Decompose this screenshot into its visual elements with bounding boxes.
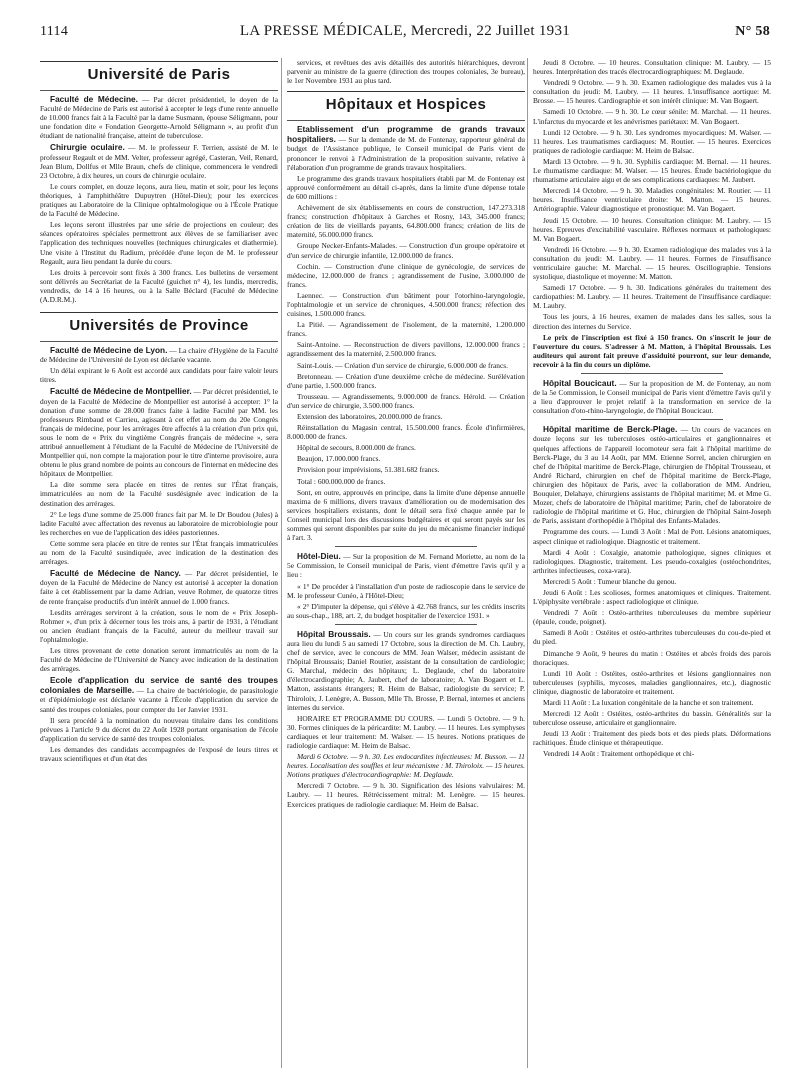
- paragraph: Le cours complet, en douze leçons, aura lieu, matin et soir, pour les leçons théoriques, à l'amphithéâtre Dupuytren (Hôtel-Dieu); pour les exercices pratiques au Laboratoire de la Clinique ophtalmologique ou à l'École Pratique de la Faculté de Médecine.: [40, 181, 278, 219]
- column-left: [40, 58, 278, 1068]
- paragraph: Jeudi 13 Août : Traitement des pieds bots et des pieds plats. Déformations rachitiques. Étude clinique et thérapeutique.: [533, 729, 771, 748]
- paragraph: Tous les jours, à 16 heures, examen de malades dans les salles, sous la direction des internes du Service.: [533, 312, 771, 331]
- article-divider: [581, 373, 724, 374]
- paragraph: Extension des laboratoires, 20.000.000 de francs.: [297, 412, 443, 421]
- journal-title: LA PRESSE MÉDICALE, Mercredi, 22 Juillet 1931: [239, 23, 571, 39]
- article-divider: [335, 546, 478, 547]
- paragraph: Cette somme sera placée en titre de rentes sur l'État français immatriculées au nom de la Faculté susindiquée, avec indication de la destination des arrérages.: [40, 538, 278, 567]
- paragraph: Mercredi 5 Août : Tumeur blanche du genou.: [543, 576, 677, 586]
- paragraph: Lundi 10 Août : Ostéites, ostéo-arthrites et lésions ganglionnaires non tuberculeuses (syphilis, mycoses, maladies ganglionnaires, etc.), diagnostic clinique, diagnostic de laboratoire et traitement.: [533, 668, 771, 696]
- total-line: Total : 600.000.000 de francs.: [297, 476, 386, 486]
- paragraph: Mardi 6 Octobre. — 9 h. 30. Les endocardites infectieuses: M. Busson. — 11 heures. Localisation des souffles et leur mécanisme : M. Thiroloix. — 15 heures. Notions pratiques d'électrocardiographie: M. Deglaude.: [287, 752, 525, 780]
- page-header: [40, 22, 770, 44]
- section-title-paris: Université de Paris: [87, 66, 231, 83]
- paragraph: Sont, en outre, approuvés en principe, dans la limite d'une dépense annuelle maxima de 6 millions, divers travaux d'amélioration ou de modernisation des services hospitaliers existants, dont le détail sera fixé chaque année par le Conseil municipal lors des discussions budgétaires et qui seront payés sur les sommes qui seront disponibles par suite du jeu du mécanisme financier indiqué à l'art. 3.: [287, 487, 525, 543]
- paragraph: « 1° De procéder à l'installation d'un poste de radioscopie dans le service de M. le professeur Cunéo, à l'Hôtel-Dieu;: [287, 581, 525, 600]
- section-divider: [287, 120, 525, 121]
- article-montpellier: Faculté de Médecine de Montpellier. — Par décret présidentiel, le doyen de la Faculté de Médecine de Montpellier est autorisé à accepter: 1° la donation d'une somme de 28.000 francs faite à ladite Faculté par MM. les professeurs Rimbaud et Carrieu, agissant à cet effet au nom du 20e Congrès français de médecine, pour les arrérages être affectés à la création d'un prix qui, sous le nom de « Prix du vingtième Congrès français de médecine », sera attribué annuellement à l'étudiant de la Faculté de Médecine de l'Université de Montpellier qui, non compte la majoration pour le titre d'interne provisoire, aura obtenu le plus grand nombre de points au concours de l'internat en médecine des hôpitaux de Montpellier.: [40, 386, 278, 479]
- section-divider: [40, 61, 278, 62]
- paragraph: La Pitié. — Agrandissement de l'isolement, de la maternité, 1.200.000 francs.: [287, 320, 525, 339]
- paragraph: Mardi 4 Août : Coxalgie, anatomie pathologique, signes cliniques et radiologiques. Diagnostic, traitement. Les pseudo-coxalgies (ostéochondrites, arthrites infectieuses, coxa-vara).: [533, 547, 771, 575]
- paragraph: 2° Le legs d'une somme de 25.000 francs fait par M. le Dr Boudou (Jules) à ladite Faculté avec affectation des revenus au laboratoire de microbiologie pour les recherches en vue de l'application des idées pastoriennes.: [40, 509, 278, 537]
- paragraph: Mardi 11 Août : La luxation congénitale de la hanche et son traitement.: [543, 698, 754, 707]
- paragraph: Les demandes des candidats accompagnées de l'exposé de leurs titres et travaux scientifiques et d'un état des: [40, 744, 278, 763]
- paragraph: Jeudi 6 Août : Les scolioses, formes anatomiques et cliniques. Traitement. L'épiphysite vertébrale : aspect radiologique et clinique.: [533, 587, 771, 607]
- paragraph: Un délai expirant le 6 Août est accordé aux candidats pour faire valoir leurs titres.: [40, 366, 278, 385]
- paragraph: Trousseau. — Agrandissements, 9.000.000 de francs. Hérold. — Création d'un service de chirurgie, 3.500.000 francs.: [287, 391, 525, 410]
- paragraph: Samedi 10 Octobre. — 9 h. 30. Le cœur sénile: M. Marchal. — 11 heures. L'infarctus du myocarde et les anévrismes pariétaux: M. Van Bogaert.: [533, 107, 771, 126]
- column-middle: [287, 58, 525, 1068]
- article-nancy: Faculté de Médecine de Nancy. — Par décret présidentiel, le doyen de la Faculté de Médecine de Nancy est autorisé à accepter la donation faite à cet établissement par la dame Adrian, veuve Rohmer, de quatorze titres de rente française productifs d'un intérêt annuel de 1.000 francs.: [40, 568, 278, 606]
- paragraph: Mardi 13 Octobre. — 9 h. 30. Syphilis cardiaque: M. Bernal. — 11 heures. Le rhumatisme cardiaque: M. Walser. — 15 heures. Étude bactériologique du rhumatisme articulaire aigu et de ses complications cardiaques: M. Jaubert.: [533, 156, 771, 185]
- article-boucicaut: Hôpital Boucicaut. — Sur la proposition de M. de Fontenay, au nom de la 5e Commission, le Conseil municipal de Paris vient d'émettre l'avis qu'il y a lieu d'approuver le projet relatif à la transformation en service de la consultation d'oto-rhino-laryngologie, de l'hôpital Boucicaut.: [533, 378, 771, 416]
- paragraph: Il sera procédé à la nomination du nouveau titulaire dans les conditions prévues à l'article 9 du décret du 22 Août 1928 portant organisation de l'école d'application du service de santé des troupes coloniales.: [40, 715, 278, 743]
- article-grands-travaux: Etablissement d'un programme de grands travaux hospitaliers. — Sur la demande de M. de Fontenay, rapporteur général du budget de l'Assistance publique, le Conseil municipal de Paris vient de prononcer le renvoi à l'Administration de la proposition suivante, relative à l'élaboration d'un programme de grands travaux hospitaliers.: [287, 124, 525, 172]
- paragraph: Mercredi 12 Août : Ostéites, ostéo-arthrites du bassin. Généralités sur la tuberculose osseuse, articulaire et ganglionnaire.: [533, 709, 771, 728]
- paragraph: Les droits à percevoir sont fixés à 300 francs. Les bulletins de versement sont délivrés au Secrétariat de la Faculté (guichet n° 4), les lundis, mercredis, vendredis, de 14 à 16 heures, ou à la Salle Béclard (Faculté de Médecine (A.D.R.M.).: [40, 267, 278, 304]
- article-divider: [335, 624, 478, 625]
- paragraph: Groupe Necker-Enfants-Malades. — Construction d'un groupe opératoire et d'un service de chirurgie infantile, 12.000.000 de francs.: [287, 241, 525, 260]
- paragraph: Lesdits arrérages serviront à la création, sous le nom de « Prix Joseph-Rohmer », d'un prix à décerner tous les trois ans, à partir de 1931, à l'étudiant ou ancien étudiant français de la Faculté, auteur du meilleur travail sur l'ophtalmologie.: [40, 607, 278, 644]
- paragraph: Vendredi 7 Août : Ostéo-arthrites tuberculeuses du membre supérieur (épaule, coude, poignet).: [533, 608, 771, 627]
- article-chirurgie-oculaire: Chirurgie oculaire. — M. le professeur F. Terrien, assisté de M. le professeur Regault et de MM. Velter, professeur agrégé, Casteran, Veil, Renard, Jean Blum, Dollfus et Mlle Braun, chefs de clinique, commencera le vendredi 23 Octobre, à dix heures, un cours de chirurgie oculaire.: [40, 142, 278, 180]
- paragraph: La dite somme sera placée en titres de rentes sur l'État français, immatriculées au nom de la Faculté susdésignée avec indication de la destination des arrérages.: [40, 480, 278, 508]
- paragraph: Provision pour imprévisions, 51.381.682 francs.: [297, 465, 440, 475]
- paragraph: Le prix de l'inscription est fixé à 150 francs. On s'inscrit le jour de l'ouverture du cours. S'adresser à M. Matton, à l'hôpital Broussais. Les auditeurs qui auront fait preuve d'assiduité pourront, sur leur demande, recevoir à la fin du cours un diplôme.: [533, 332, 771, 369]
- paragraph: Hôpital de secours, 8.000.000 de francs.: [297, 443, 416, 453]
- paragraph: Les titres provenant de cette donation seront immatriculés au nom de la Faculté de Médecine de l'Université de Nancy avec indication de la destination des arrérages.: [40, 645, 278, 674]
- paragraph: Vendredi 16 Octobre. — 9 h. 30. Examen radiologique des malades vus à la consultation du jeudi: M. Laubry. — 11 heures. Formes de l'insuffisance ventriculaire gauche: M. Marchal. — 15 heures. Oscillographie. Tensions systolique, diastolique et moyenne: M. Matton.: [533, 244, 771, 282]
- section-divider: [40, 90, 278, 91]
- issue-number: N° 58: [735, 24, 770, 39]
- article-faculte-paris: Faculté de Médecine. — Par décret présidentiel, le doyen de la Faculté de Médecine de Paris est autorisé à accepter le legs d'une rente annuelle de 10.000 francs fait à la Faculté par la dame Susmann, épouse Séligmann, pour une fondation dite « Fondation Georgette-Arnold Séligmann », au profit d'un étudiant de nationalité française, atteint de tuberculose.: [40, 94, 278, 141]
- column-rule: [527, 58, 528, 1068]
- paragraph: Beaujon, 17.000.000 francs.: [297, 454, 381, 464]
- paragraph: Samedi 17 Octobre. — 9 h. 30. Indications générales du traitement des cardiopathies: M. Laubry. — 11 heures. Traitement de l'insuffisance cardiaque: M. Laubry.: [533, 283, 771, 311]
- article-hotel-dieu: Hôtel-Dieu. — Sur la proposition de M. Fernand Moriette, au nom de la 5e Commission, le Conseil municipal de Paris, vient d'émettre l'avis qu'il y a lieu :: [287, 551, 525, 580]
- paragraph: services, et revêtues des avis détaillés des autorités hiérarchiques, devront parvenir au ministre de la guerre (direction des troupes coloniales, 3e bureau), le 1er Novembre 1931 au plus tard.: [287, 58, 525, 86]
- paragraph: Achèvement de six établissements en cours de construction, 147.273.318 francs; construction d'hôpitaux à Garches et Rosny, 143, 345.000 francs; création de lits de vieillards payants, 64.800.000 francs; création de lits de maternité, 56.000.000 francs.: [287, 203, 525, 240]
- section-divider: [40, 312, 278, 313]
- paragraph: HORAIRE ET PROGRAMME DU COURS. — Lundi 5 Octobre. — 9 h. 30. Formes cliniques de la péricardite: M. Laubry. — 11 heures. Les symphyses cardiaques et leur traitement: M. Walser. — 15 heures. Notions pratiques de radiologie cardiaque: M. Heim de Balsac.: [287, 713, 525, 750]
- paragraph: Vendredi 9 Octobre. — 9 h. 30. Examen radiologique des malades vus à la consultation du jeudi: M. Laubry. — 11 heures. L'insuffisance aortique: M. Brosse. — 15 heures. Cardiographie et son intérêt clinique: M. Van Bogaert.: [533, 78, 771, 106]
- article-divider: [581, 419, 724, 420]
- page-number: 1114: [40, 24, 69, 39]
- paragraph: Réinstallation du Magasin central, 15.500.000 francs. École d'infirmières, 8.000.000 de francs.: [287, 423, 525, 442]
- column-right: [533, 58, 771, 1068]
- paragraph: Jeudi 8 Octobre. — 10 heures. Consultation clinique: M. Laubry. — 15 heures. Interprétation des tracés électrocardiographiques: M. Deglaude.: [533, 58, 771, 77]
- section-title-hopitaux: Hôpitaux et Hospices: [325, 96, 487, 114]
- article-broussais: Hôpital Broussais. — Un cours sur les grands syndromes cardiaques aura lieu du lundi 5 au samedi 17 Octobre, sous la direction de M. Ch. Laubry, chef de service, avec le concours de MM. Jean Walser, médecin assistant de l'hôpital Broussais; Daniel Routier, assistant de la consultation de cardiologie; G. Marchal, médecin des hôpitaux; L. Deglaude, chef du laboratoire d'électrocardiographie; A. Jaubert, chef de laboratoire; A. Van Bogaert et L. Matton, assistants étrangers; R. Heim de Balsac, radiologiste du service; P. Thiroloix, J. Lenègre, A. Busson, Mlle Th. Brosse, P. Bernal, internes et anciens internes du service.: [287, 628, 525, 712]
- paragraph: Jeudi 15 Octobre. — 10 heures. Consultation clinique: M. Laubry. — 15 heures. Epreuves d'excitabilité vasculaire. Réflexes normaux et pathologiques: M. Van Bogaert.: [533, 215, 771, 243]
- paragraph: Mercredi 7 Octobre. — 9 h. 30. Signification des lésions valvulaires: M. Laubry. — 11 heures. Rétrécissement mitral: M. Lenègre. — 15 heures. Exercices pratiques de radiologie cardiaque: M. Heim de Balsac.: [287, 781, 525, 809]
- article-berck: Hôpital maritime de Berck-Plage. — Un cours de vacances en douze leçons sur les tuberculoses ostéo-articulaires et ganglionnaires et quelques affections de l'appareil locomoteur sera fait à l'hôpital maritime de Berck-Plage, du 3 au 14 Août, par MM. Etienne Sorrel, ancien chirurgien en chef de l'hôpital maritime de Berck-Plage, chirurgien de l'hôpital Trousseau, et André Richard, chirurgien en chef de l'hôpital maritime de Berck-Plage, chirurgien des hôpitaux de Paris, avec la collaboration de MM. Andrieu, Bouquier, Delahaye, chirurgiens assistants de l'hôpital maritime; M. et Mme G. Mozer, chefs de laboratoire de l'hôpital maritime; Parin, chef de laboratoire de radiologie de l'hôpital maritime et G. Huc, chirurgien de l'hôpital Saint-Joseph de Paris, assistant d'orthopédie à l'hôpital des Enfants-Malades.: [533, 424, 771, 526]
- paragraph: Vendredi 14 Août : Traitement orthopédique et chi-: [543, 749, 695, 759]
- paragraph: Saint-Louis. — Création d'un service de chirurgie, 6.000.000 de francs.: [297, 360, 508, 370]
- column-rule: [281, 58, 282, 1068]
- section-title-province: Universités de Province: [69, 317, 249, 335]
- paragraph: Mercredi 14 Octobre. — 9 h. 30. Maladies congénitales: M. Routier. — 11 heures. Insuffisance ventriculaire droite: M. Matton. — 15 heures. Artériographie. Valeur diagnostique et pronostique: M. Van Bogaert.: [533, 186, 771, 214]
- paragraph: Saint-Antoine. — Reconstruction de divers pavillons, 12.000.000 francs ; agrandissement des la maternité, 2.500.000 francs.: [287, 340, 525, 359]
- paragraph: Cochin. — Construction d'une clinique de gynécologie, de services de médecine, 12.000.000 de francs ; agrandissement de l'usine, 3.000.000 de francs.: [287, 261, 525, 289]
- section-divider: [40, 341, 278, 342]
- paragraph: Le programme des grands travaux hospitaliers établi par M. de Fontenay est approuvé conformément au détail ci-après, dans la limite d'une dépense totale de 600 millions :: [287, 173, 525, 201]
- paragraph: Bretonneau. — Création d'une deuxième crèche de médecine. Surélévation d'une partie, 1.500.000 francs.: [287, 371, 525, 390]
- article-ecole-marseille: Ecole d'application du service de santé des troupes coloniales de Marseille. — La chaire de bactériologie, de parasitologie et d'épidémiologie est déclarée vacante à l'École d'application du service de santé des troupes coloniales, pour compter du 1er Janvier 1931.: [40, 675, 278, 714]
- paragraph: Les leçons seront illustrées par une série de projections en couleur; des séances opératoires spéciales permettront aux élèves de se familiariser avec l'application des techniques nouvelles (techniques chirurgicales et diathermie). Une visite à l'Institut du Radium, précédée d'une leçon de M. le professeur Regault, aura lieu pendant la durée du cours.: [40, 220, 278, 266]
- paragraph: Samedi 8 Août : Ostéites et ostéo-arthrites tuberculeuses du cou-de-pied et du pied.: [533, 628, 771, 647]
- paragraph: « 2° D'imputer la dépense, qui s'élève à 42.768 francs, sur les crédits inscrits au sous-chap., 188, art. 2, du budget hospitalier de l'exercice 1931. »: [287, 601, 525, 620]
- article-lyon: Faculté de Médecine de Lyon. — La chaire d'Hygiène de la Faculté de Médecine de l'Université de Lyon est déclarée vacante.: [40, 345, 278, 365]
- paragraph: Lundi 12 Octobre. — 9 h. 30. Les syndromes myocardiques: M. Walser. — 11 heures. Les traumatismes cardiaques: M. Routier. — 15 heures. Exercices pratiques de radiologie cardiaque: M. Heim de Balsac.: [533, 127, 771, 155]
- paragraph: Programme des cours. — Lundi 3 Août : Mal de Pott. Lésions anatomiques, aspect clinique et radiologique. Diagnostic et traitement.: [533, 527, 771, 546]
- section-divider: [287, 91, 525, 92]
- paragraph: Dimanche 9 Août, 9 heures du matin : Ostéites et abcès froids des parois thoraciques.: [533, 648, 771, 667]
- paragraph: Laennec. — Construction d'un bâtiment pour l'otorhino-laryngologie, l'ophtalmologie et un service de chroniques, 4.500.000 francs; réfection des cuisines, 1.500.000 francs.: [287, 290, 525, 319]
